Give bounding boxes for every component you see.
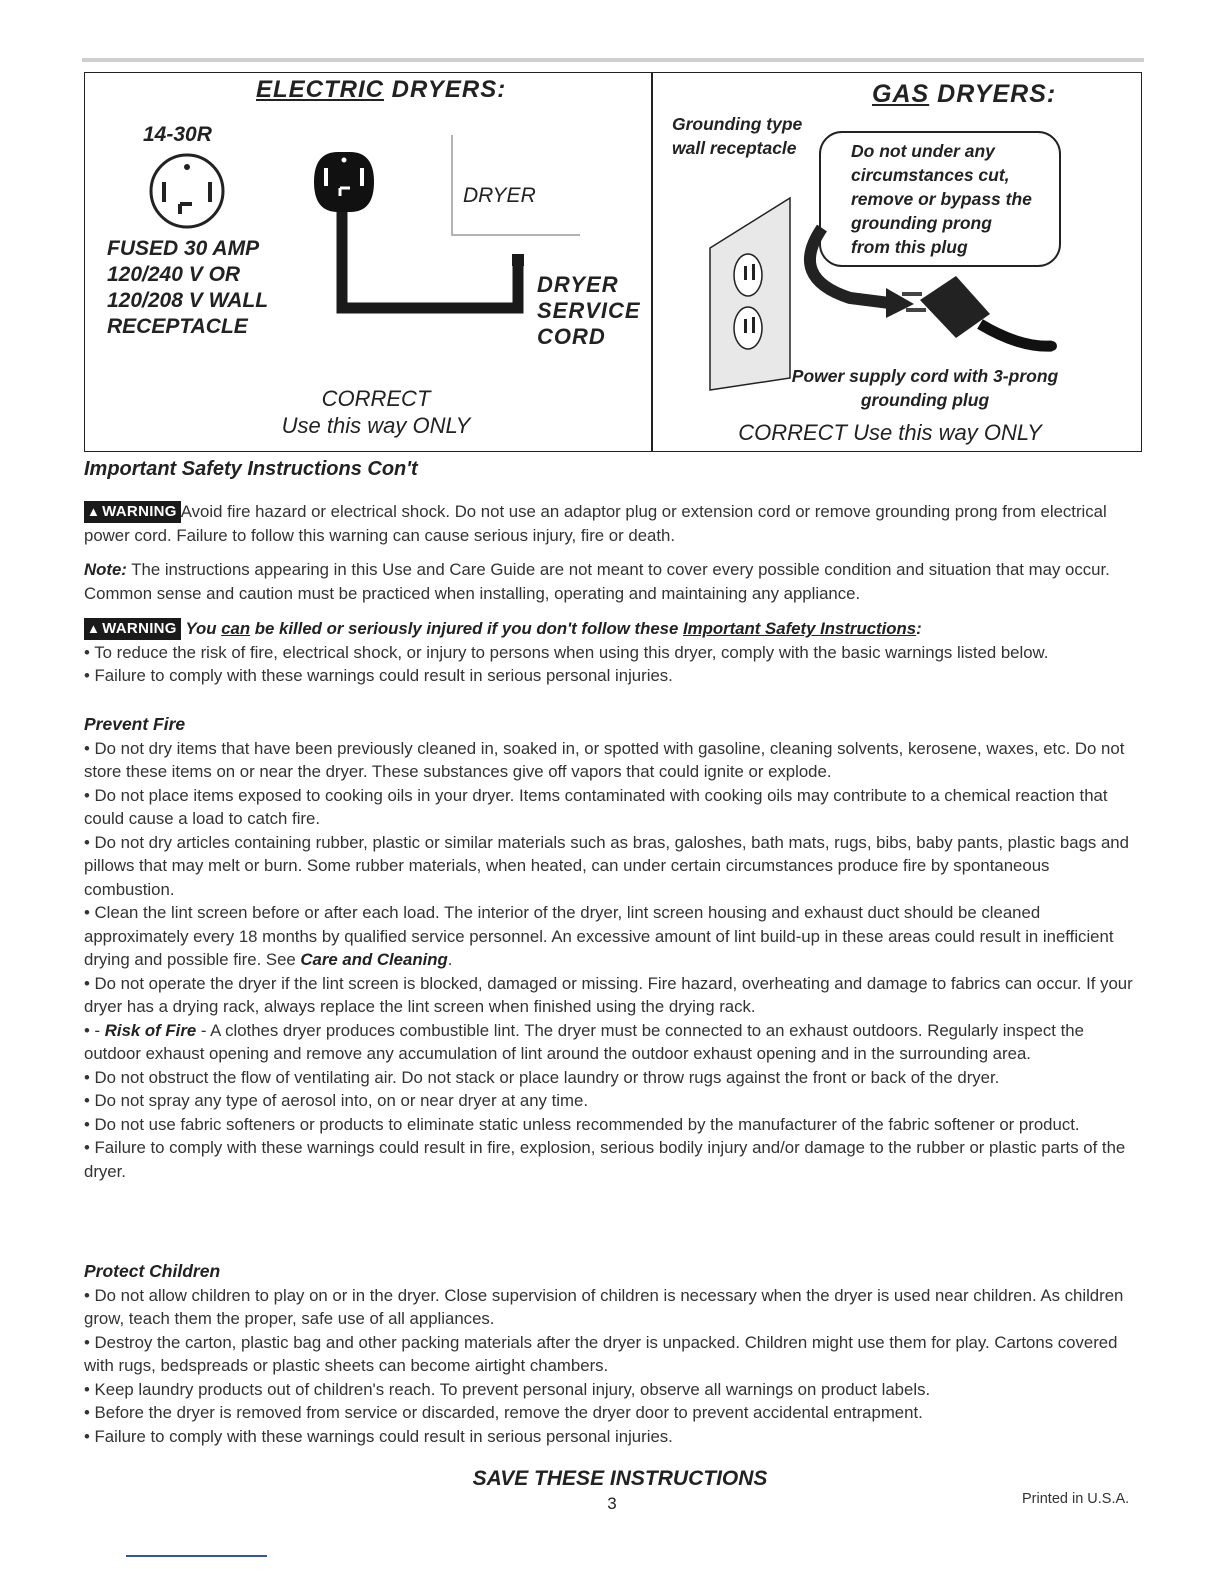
warning-triangle-icon: ▲	[87, 504, 101, 519]
list-item: • Do not allow children to play on or in the dryer. Close supervision of children is necessary when the dryer is used near children. As children grow, teach them the proper, safe use of all appliances.	[84, 1285, 1124, 1328]
prevent-fire-section	[84, 713, 1142, 1183]
electric-correct: CORRECT	[321, 386, 431, 411]
list-item: • Do not dry items that have been previously cleaned in, soaked in, or spotted with gasoline, cleaning solvents, kerosene, waxes, etc. Do not store these items on or near the dryer. These substances give off vapors that could ignite or explode.	[84, 738, 1125, 781]
list-item: • - Risk of Fire - A clothes dryer produces combustible lint. The dryer must be connected to an exhaust outdoors. Regularly inspect the outdoor exhaust opening and remove any accumulation of lint around the outdoor exhaust opening and in the surrounding area.	[84, 1020, 1084, 1063]
dryer-label: DRYER	[463, 184, 536, 207]
list-item: • Do not operate the dryer if the lint screen is blocked, damaged or missing. Fire hazard, overheating and damage to fabrics can occur. If your dryer has a drying rack, always replace the lint screen when finished using the drying rack.	[84, 973, 1133, 1016]
warning-badge: ▲ WARNING	[84, 618, 181, 640]
section-title: Important Safety Instructions Con't	[84, 458, 418, 480]
receptacle-spec: FUSED 30 AMP 120/240 V OR 120/208 V WALL RECEPTACLE	[107, 237, 269, 338]
warning-badge: ▲ WARNING	[84, 501, 181, 523]
printed-in: Printed in U.S.A.	[1022, 1491, 1130, 1507]
warning-2: ▲ WARNING You can be killed or seriously injured if you don't follow these Important Safety Instructions: • To reduce the risk of fire, electrical shock, or injury to persons when using this dryer, comply with the basic warnings listed below. • Failure to comply with these warnings could result in serious personal injuries.	[84, 617, 1142, 688]
grounding-label: Grounding type wall receptacle	[672, 114, 803, 158]
electric-use-only: Use this way ONLY	[281, 413, 471, 438]
note: Note: The instructions appearing in this Use and Care Guide are not meant to cover every possible condition and situation that may occur. Common sense and caution must be practiced when installing, operating and maintaining any appliance.	[84, 560, 1110, 603]
receptacle-outlet-icon	[140, 152, 240, 232]
top-rule	[82, 58, 1144, 62]
list-item: • Do not place items exposed to cooking oils in your dryer. Items contaminated with cooking oils may contribute to a chemical reaction that could cause a load to catch fire.	[84, 785, 1108, 828]
list-item: • Do not obstruct the flow of ventilating air. Do not stack or place laundry or throw rugs against the front or back of the dryer.	[84, 1067, 1000, 1087]
list-item: • Before the dryer is removed from service or discarded, remove the dryer door to prevent accidental entrapment.	[84, 1403, 923, 1422]
page-number: 3	[607, 1494, 617, 1513]
cord-label: DRYER SERVICE CORD	[537, 272, 641, 349]
grounding-warning-bubble: Do not under any circumstances cut, remove or bypass the grounding prong from this plug	[851, 141, 1032, 257]
power-cord-label: Power supply cord with 3-prong grounding plug	[791, 366, 1059, 410]
gas-heading: GAS DRYERS:	[872, 80, 1057, 108]
list-item: • To reduce the risk of fire, electrical shock, or injury to persons when using this dryer, comply with the basic warnings listed below.	[84, 642, 1049, 662]
protect-children-heading: Protect Children	[84, 1261, 221, 1281]
bottom-rule	[126, 1555, 267, 1557]
list-item: • Failure to comply with these warnings could result in serious personal injuries.	[84, 1426, 673, 1446]
warning-triangle-icon: ▲	[87, 621, 101, 636]
list-item: • Do not use fabric softeners or products to eliminate static unless recommended by the manufacturer of the fabric softener or product.	[84, 1114, 1080, 1134]
receptacle-code: 14-30R	[143, 123, 212, 146]
list-item: • Clean the lint screen before or after each load. The interior of the dryer, lint screen housing and exhaust duct should be cleaned approximately every 18 months by qualified service personnel. An excessive amount of lint build-up in these areas could result in inefficient drying and possible fire. See Care and Cleaning.	[84, 903, 1114, 969]
save-instructions: SAVE THESE INSTRUCTIONS	[472, 1467, 768, 1490]
list-item: • Do not dry articles containing rubber, plastic or similar materials such as bras, galoshes, bath mats, rugs, bibs, baby pants, plastic bags and pillows that may melt or burn. Some rubber materials, when heated, can under certain circumstances produce fire by spontaneous combustion.	[84, 832, 1129, 899]
prevent-fire-heading: Prevent Fire	[84, 714, 186, 734]
list-item: • Keep laundry products out of children's reach. To prevent personal injury, observe all warnings on product labels.	[84, 1379, 931, 1399]
warning-1: ▲ WARNING Avoid fire hazard or electrical shock. Do not use an adaptor plug or extension cord or remove grounding prong from electrical power cord. Failure to follow this warning can cause serious injury, fire or death.	[84, 502, 1107, 545]
protect-children-section	[84, 1260, 1142, 1448]
gas-correct: CORRECT Use this way ONLY	[738, 420, 1042, 445]
list-item: • Do not spray any type of aerosol into, on or near dryer at any time.	[84, 1091, 588, 1110]
figure-divider	[651, 72, 653, 452]
electric-heading: ELECTRIC DRYERS:	[256, 76, 507, 103]
list-item: • Failure to comply with these warnings could result in fire, explosion, serious bodily injury and/or damage to the rubber or plastic parts of the dryer.	[84, 1138, 1126, 1181]
list-item: • Failure to comply with these warnings could result in serious personal injuries.	[84, 666, 673, 685]
list-item: • Destroy the carton, plastic bag and other packing materials after the dryer is unpacked. Children might use them for play. Cartons covered with rugs, bedspreads or plastic sheets can become airtight chambers.	[84, 1332, 1118, 1375]
